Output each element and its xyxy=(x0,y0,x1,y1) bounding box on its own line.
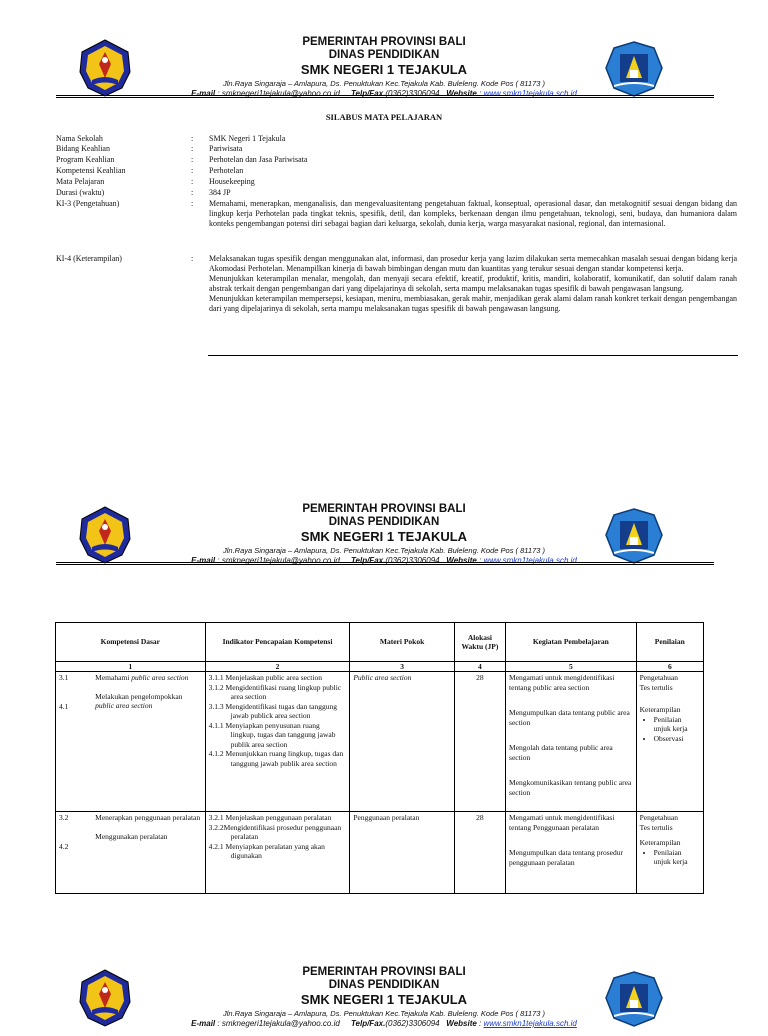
letterhead-line2: DINAS PENDIDIKAN xyxy=(328,979,440,991)
penilaian-heading: Pengetahuan xyxy=(639,813,678,822)
email-label: E-mail xyxy=(191,1019,216,1028)
document-title: SILABUS MATA PELAJARAN xyxy=(325,112,443,122)
indicator-item: 3.1.1 Menjelaskan public area section xyxy=(208,673,322,682)
letterhead-contact: E-mail : smknegeri1tejakula@yahoo.co.id Telp/Fax.(0362)3306094 Website : www.smkn1tejakula.sch.id xyxy=(191,556,577,565)
header-alokasi-waktu: Alokasi Waktu (JP) xyxy=(454,623,505,662)
website-link[interactable]: www.smkn1tejakula.sch.id xyxy=(483,89,577,98)
kegiatan-cell xyxy=(506,812,637,894)
materi-text: Public area section xyxy=(353,673,412,682)
info-value: Perhotelan xyxy=(209,166,244,175)
phone-label: Telp/Fax. xyxy=(350,1019,386,1028)
letterhead-line1: PEMERINTAH PROVINSI BALI xyxy=(302,503,466,515)
kd-text-italic: public area section xyxy=(131,673,189,682)
penilaian-cell xyxy=(636,812,703,894)
kegiatan-item: Mengamati untuk mengidentifikasi tentang Penggunaan peralatan xyxy=(509,813,615,832)
letterhead-address: Jln.Raya Singaraja – Amlapura, Ds. Penuktukan Kec.Tejakula Kab. Buleleng. Kode Pos ( 81173 ) xyxy=(223,1009,545,1018)
info-value: Pariwisata xyxy=(209,144,243,153)
kd-text-italic: public area section xyxy=(95,701,153,710)
letterhead-bottom xyxy=(0,966,768,1036)
indicator-item: 3.2.2Mengidentifikasi prosedur penggunaan peralatan xyxy=(208,822,342,841)
penilaian-item: • Observasi xyxy=(654,734,700,744)
email-label: E-mail xyxy=(191,89,216,98)
letterhead-contact: E-mail : smknegeri1tejakula@yahoo.co.id Telp/Fax.(0362)3306094 Website : www.smkn1tejakula.sch.id xyxy=(191,1019,577,1028)
letterhead-rule xyxy=(56,564,714,565)
letterhead-address: Jln.Raya Singaraja – Amlapura, Ds. Penuktukan Kec.Tejakula Kab. Buleleng. Kode Pos ( 81173 ) xyxy=(223,79,545,88)
kd-text-cell xyxy=(92,672,205,812)
smk-school-emblem-icon xyxy=(604,507,664,565)
column-number: 3 xyxy=(350,662,454,672)
bali-province-crest-icon xyxy=(78,505,132,565)
table-row xyxy=(56,672,704,812)
info-label: KI-3 (Pengetahuan) xyxy=(56,199,120,208)
jp-cell: 28 xyxy=(454,672,505,812)
info-label: Kompetensi Keahlian xyxy=(56,166,126,175)
bali-province-crest-icon xyxy=(78,968,132,1028)
letterhead-line2: DINAS PENDIDIKAN xyxy=(328,516,440,528)
kd-number: 3.1 xyxy=(59,673,69,682)
header-kegiatan: Kegiatan Pembelajaran xyxy=(506,623,637,662)
table-row xyxy=(56,812,704,894)
info-value: Perhotelan dan Jasa Pariwisata xyxy=(209,155,308,164)
indicator-cell xyxy=(205,812,350,894)
materi-cell: Penggunaan peralatan xyxy=(350,812,454,894)
kegiatan-item: Mengumpulkan data tentang prosedur penggunaan peralatan xyxy=(509,848,623,867)
letterhead-contact: E-mail : smknegeri1tejakula@yahoo.co.id Telp/Fax.(0362)3306094 Website : www.smkn1tejakula.sch.id xyxy=(191,89,577,98)
letterhead-school-name: SMK NEGERI 1 TEJAKULA xyxy=(300,62,468,77)
indicator-item: 3.1.3 Mengidentifikasi tugas dan tanggung jawab publick area section xyxy=(208,701,337,720)
letterhead-address: Jln.Raya Singaraja – Amlapura, Ds. Penuktukan Kec.Tejakula Kab. Buleleng. Kode Pos ( 81173 ) xyxy=(223,546,545,555)
letterhead-school-name: SMK NEGERI 1 TEJAKULA xyxy=(300,529,468,544)
penilaian-cell xyxy=(636,672,703,812)
kegiatan-item: Mengkomunikasikan tentang public area section xyxy=(509,778,632,797)
indicator-item: 4.1.2 Menunjukkan ruang lingkup, tugas dan tanggung jawab publik area section xyxy=(208,749,344,768)
letterhead-line1: PEMERINTAH PROVINSI BALI xyxy=(302,966,466,978)
kd-text: Menggunakan peralatan xyxy=(95,831,168,841)
jp-cell: 28 xyxy=(454,812,505,894)
kd-number-cell xyxy=(56,672,93,812)
email-value[interactable]: : smknegeri1tejakula@yahoo.co.id xyxy=(217,1019,340,1028)
column-number: 4 xyxy=(454,662,505,672)
phone-value: (0362)3306094 xyxy=(385,89,440,98)
phone-label: Telp/Fax. xyxy=(350,89,386,98)
materi-cell xyxy=(350,672,454,812)
penilaian-item: Tes tertulis xyxy=(639,682,673,692)
info-label: Nama Sekolah xyxy=(56,134,103,143)
phone-value: (0362)3306094 xyxy=(385,556,440,565)
syllabus-table xyxy=(55,622,704,894)
letterhead-line2: DINAS PENDIDIKAN xyxy=(328,49,440,61)
column-number: 6 xyxy=(636,662,703,672)
indicator-item: 3.2.1 Menjelaskan penggunaan peralatan xyxy=(208,813,332,822)
ki4-paragraph: Menunjukkan keterampilan mempersepsi, kesiapan, meniru, membiasakan, gerak mahir, menjadikan gerak alami dalam ranah konkret terkait dengan pengembangan dari yang dipelajarinya di sekolah, serta mampu melaksanakan tugas spesifik di bawah pengawasan langsung. xyxy=(209,294,737,313)
info-label: Program Keahlian xyxy=(56,155,115,164)
header-kompetensi-dasar: Kompetensi Dasar xyxy=(56,623,206,662)
kegiatan-item: Mengolah data tentang public area section xyxy=(509,743,613,762)
indicator-item: 4.2.1 Menyiapkan peralatan yang akan digunakan xyxy=(208,841,325,860)
info-divider xyxy=(208,355,738,356)
kd-number-cell xyxy=(56,812,93,894)
penilaian-item: • Penilaian unjuk kerja xyxy=(654,848,700,867)
website-label: Website xyxy=(446,1019,477,1028)
info-value: SMK Negeri 1 Tejakula xyxy=(209,134,286,143)
header-indikator: Indikator Pencapaian Kompetensi xyxy=(205,623,350,662)
penilaian-list xyxy=(640,848,700,867)
phone-value: (0362)3306094 xyxy=(385,1019,440,1028)
info-label: KI-4 (Keterampilan) xyxy=(56,254,122,263)
penilaian-item: • Penilaian unjuk kerja xyxy=(654,715,700,734)
kd-text xyxy=(95,692,202,711)
email-value[interactable]: : smknegeri1tejakula@yahoo.co.id xyxy=(217,89,340,98)
kegiatan-item: Mengumpulkan data tentang public area section xyxy=(509,708,630,727)
header-penilaian: Penilaian xyxy=(636,623,703,662)
kd-text-part: Memahami xyxy=(95,673,132,682)
kd-text-cell xyxy=(92,812,205,894)
kd-number: 4.2 xyxy=(59,841,69,851)
column-number-row xyxy=(56,662,704,672)
column-number: 1 xyxy=(56,662,206,672)
info-label: Durasi (waktu) xyxy=(56,188,105,197)
info-value: Memahami, menerapkan, menganalisis, dan mengevaluasitentang pengetahuan faktual, konseptual, operasional dasar, dan metakognitif sesuai dengan bidang dan lingkup kerja Perhotelan pada tingkat teknis, spesifik, detil, dan kompleks, berkenaan dengan ilmu pengetahuan, teknologi, seni, budaya, dan humaniora dalam konteks pengembangan potensi diri sebagai bagian dari keluarga, sekolah, dunia kerja, warga masyarakat nasional, regional, dan internasional. xyxy=(209,199,737,228)
kd-text xyxy=(95,673,202,683)
website-link[interactable]: www.smkn1tejakula.sch.id xyxy=(483,1019,577,1028)
website-label: Website xyxy=(446,89,477,98)
column-number: 5 xyxy=(506,662,637,672)
email-value[interactable]: : smknegeri1tejakula@yahoo.co.id xyxy=(217,556,340,565)
ki4-paragraph: Melaksanakan tugas spesifik dengan menggunakan alat, informasi, dan prosedur kerja yang lazim dilakukan serta memecahkan masalah sesuai dengan bidang kerja Akomodasi Perhotelan. Menampilkan kinerja di bawah bimbingan dengan mutu dan kuantitas yang terukur sesuai dengan standar kompetensi kerja. xyxy=(209,254,737,273)
kegiatan-item: Mengamati untuk mengidentifikasi tentang public area section xyxy=(509,673,615,692)
header-materi-pokok: Materi Pokok xyxy=(350,623,454,662)
smk-school-emblem-icon xyxy=(604,970,664,1028)
info-value: Housekeeping xyxy=(209,177,255,186)
email-label: E-mail xyxy=(191,556,216,565)
indicator-cell xyxy=(205,672,350,812)
kd-text: Menerapkan penggunaan peralatan xyxy=(95,813,201,822)
letterhead-line1: PEMERINTAH PROVINSI BALI xyxy=(302,36,466,48)
penilaian-item: Tes tertulis xyxy=(639,822,673,832)
letterhead-school-name: SMK NEGERI 1 TEJAKULA xyxy=(300,992,468,1007)
table-header-row xyxy=(56,623,704,662)
kegiatan-cell xyxy=(506,672,637,812)
smk-school-emblem-icon xyxy=(604,40,664,98)
penilaian-heading: Keterampilan xyxy=(639,705,681,714)
indicator-item: 3.1.2 Mengidentifikasi ruang lingkup public area section xyxy=(208,682,342,701)
info-value xyxy=(209,254,737,314)
penilaian-heading: Keterampilan xyxy=(639,838,681,847)
letterhead-rule xyxy=(56,95,714,96)
ki4-paragraph: Menunjukkan keterampilan menalar, mengolah, dan menyaji secara efektif, kreatif, produktif, kritis, mandiri, kolaboratif, komunikatif, dan solutif dalam ranah abstrak terkait dengan pengembangan dari yang dipelajarinya di sekolah, serta mampu melaksanakan tugas spesifik di bawah pengawasan langsung. xyxy=(209,274,737,293)
indicator-item: 4.1.1 Menyiapkan penyusunan ruang lingkup, tugas dan tanggung jawab publik area section xyxy=(208,720,336,749)
website-link[interactable]: www.smkn1tejakula.sch.id xyxy=(483,556,577,565)
bali-province-crest-icon xyxy=(78,38,132,98)
penilaian-heading: Pengetahuan xyxy=(639,673,678,682)
info-label: Mata Pelajaran xyxy=(56,177,105,186)
phone-label: Telp/Fax. xyxy=(350,556,386,565)
letterhead-rule xyxy=(56,562,714,563)
kd-number: 3.2 xyxy=(59,813,69,822)
info-label: Bidang Keahlian xyxy=(56,144,110,153)
website-label: Website xyxy=(446,556,477,565)
info-value: 384 JP xyxy=(209,188,231,197)
kd-number: 4.1 xyxy=(59,701,69,711)
penilaian-list xyxy=(640,715,700,744)
letterhead-rule xyxy=(56,97,714,98)
column-number: 2 xyxy=(205,662,350,672)
kd-text-part: Melakukan pengelompokkan xyxy=(95,691,183,701)
